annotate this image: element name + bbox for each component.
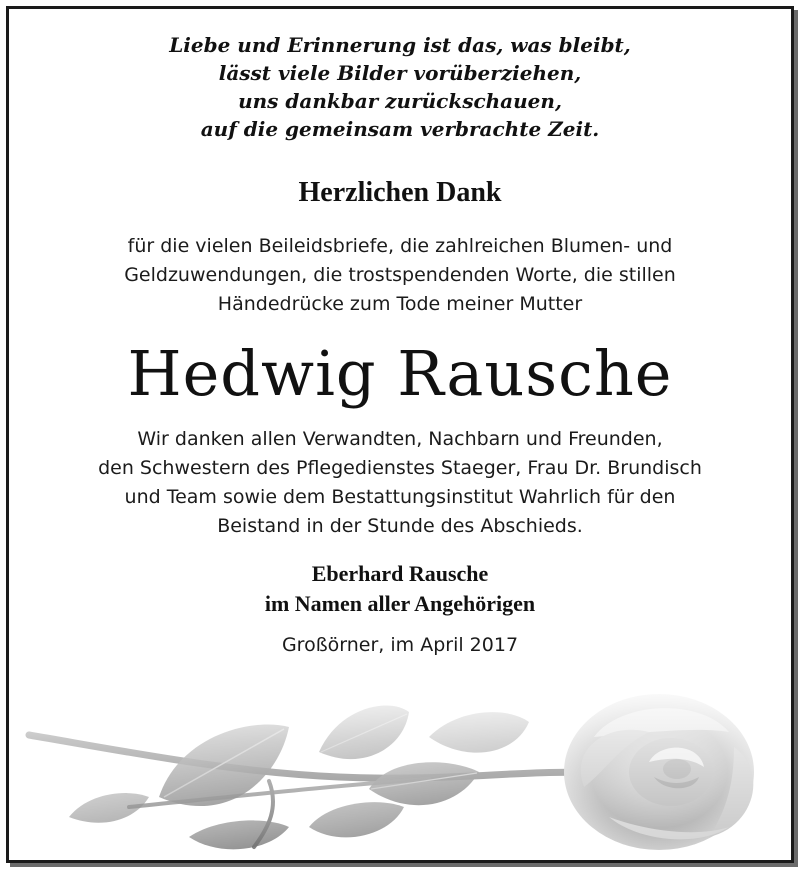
poem-line: lässt viele Bilder vorüberziehen, — [218, 61, 582, 85]
thanks-text — [9, 232, 791, 319]
place-and-date: Großörner, im April 2017 — [281, 634, 519, 656]
signer-name: Eberhard Rausche — [311, 561, 489, 586]
acknowledgement-line: Wir danken allen Verwandten, Nachbarn und Freunden, — [137, 428, 663, 450]
acknowledgement-line: Beistand in der Stunde des Abschieds. — [217, 515, 583, 537]
signer-relation: im Namen aller Angehörigen — [264, 591, 536, 616]
obituary-card — [6, 6, 794, 863]
rose-illustration — [9, 677, 791, 860]
poem-line: uns dankbar zurückschauen, — [238, 89, 562, 113]
signature-block — [9, 559, 791, 619]
thanks-line: für die vielen Beileidsbriefe, die zahlreichen Blumen- und — [127, 235, 673, 257]
memorial-poem — [9, 31, 791, 143]
acknowledgement-text — [9, 425, 791, 541]
poem-line: Liebe und Erinnerung ist das, was bleibt, — [169, 33, 631, 57]
deceased-name: Hedwig Rausche — [127, 337, 673, 410]
poem-line: auf die gemeinsam verbrachte Zeit. — [200, 117, 600, 141]
thanks-line: Geldzuwendungen, die trostspendenden Worte, die stillen — [124, 264, 676, 286]
acknowledgement-line: den Schwestern des Pflegedienstes Staeger, Frau Dr. Brundisch — [98, 457, 702, 479]
thanks-heading: Herzlichen Dank — [298, 177, 502, 208]
thanks-line: Händedrücke zum Tode meiner Mutter — [217, 293, 583, 315]
acknowledgement-line: und Team sowie dem Bestattungsinstitut Wahrlich für den — [124, 486, 676, 508]
